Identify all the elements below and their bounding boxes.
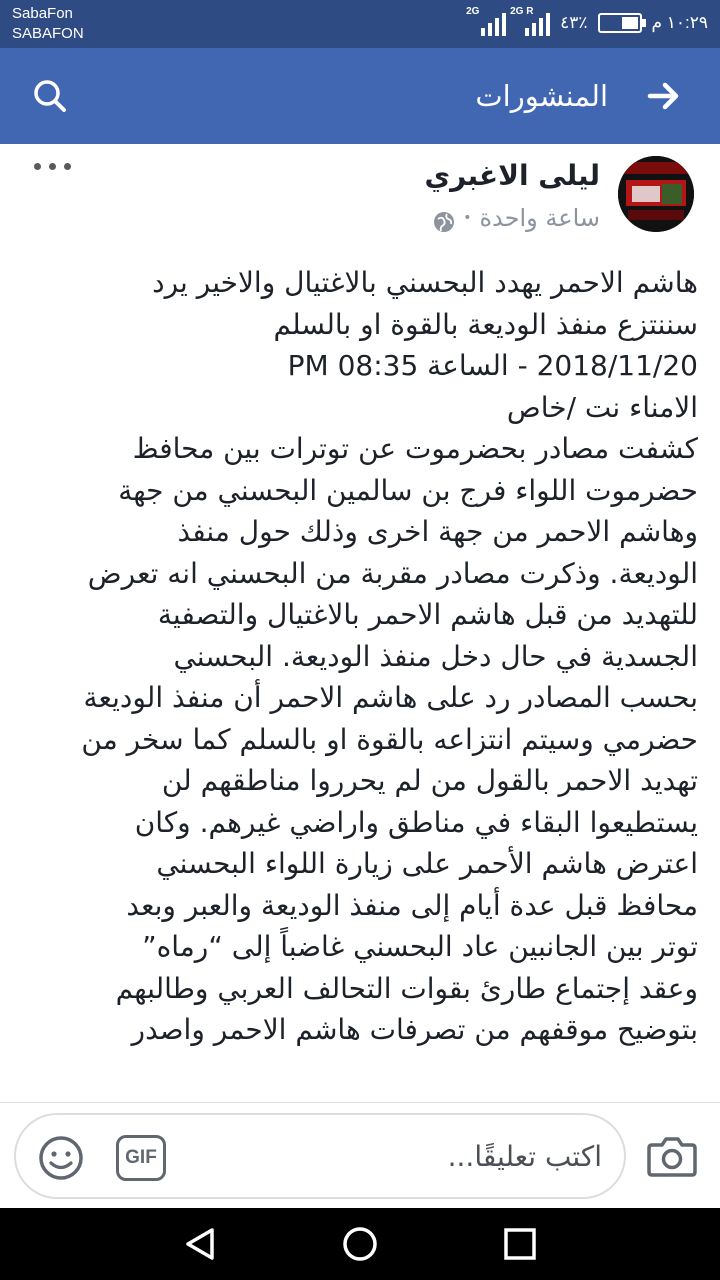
more-horizontal-icon[interactable] bbox=[34, 158, 74, 174]
post-text-line: كشفت مصادر بحضرموت عن توترات بين محافظ bbox=[132, 432, 698, 465]
system-nav-bar bbox=[0, 1208, 720, 1280]
network-type-label-secondary: 2G R bbox=[510, 6, 534, 17]
post-text-line: 2018/11/20 - الساعة 08:35 PM bbox=[287, 349, 698, 382]
signal-icon-secondary bbox=[510, 6, 550, 36]
post-text-line: وعقد إجتماع طارئ بقوات التحالف العربي وطالبهم bbox=[115, 971, 698, 1005]
page-title: المنشورات bbox=[475, 79, 608, 113]
post-text-line: الوديعة. وذكرت مصادر مقربة من البحسني انه تعرض bbox=[87, 556, 698, 590]
post-body bbox=[22, 262, 698, 1051]
clock: ١٠:٢٩ م bbox=[651, 13, 708, 32]
post-text-line: وهاشم الاحمر من جهة اخرى وذلك حول منفذ bbox=[177, 515, 698, 548]
camera-icon[interactable] bbox=[646, 1133, 698, 1179]
avatar[interactable] bbox=[618, 156, 694, 232]
post-author[interactable]: ليلى الاغبري bbox=[424, 159, 600, 192]
globe-icon bbox=[433, 207, 455, 229]
comment-input[interactable] bbox=[322, 1135, 602, 1177]
post-text-line: اعترض هاشم الأحمر على زيارة اللواء البحسني bbox=[156, 847, 698, 880]
arrow-right-icon[interactable] bbox=[642, 74, 686, 118]
post-text-line: سننتزع منفذ الوديعة بالقوة او بالسلم bbox=[273, 307, 698, 341]
battery-icon bbox=[598, 13, 642, 33]
comment-field[interactable] bbox=[14, 1113, 626, 1199]
status-indicators bbox=[466, 6, 708, 38]
search-icon[interactable] bbox=[28, 74, 72, 118]
comment-bar bbox=[0, 1102, 720, 1208]
nav-recents-icon[interactable] bbox=[502, 1226, 538, 1262]
nav-home-icon[interactable] bbox=[342, 1226, 378, 1262]
emoji-icon[interactable] bbox=[38, 1135, 84, 1181]
post-text-line: حضرموت اللواء فرج بن سالمين البحسني من جهة bbox=[118, 473, 698, 507]
carrier-info bbox=[12, 4, 84, 44]
post-text-line: الجسدية في حال دخل منفذ الوديعة. البحسني bbox=[173, 639, 698, 673]
gif-button[interactable]: GIF bbox=[116, 1135, 166, 1181]
post-text-line: للتهديد من قبل هاشم الاحمر بالاغتيال والتصفية bbox=[157, 598, 698, 631]
battery-percent: ٤٣٪ bbox=[560, 13, 588, 32]
post-time[interactable]: ساعة واحدة bbox=[479, 204, 600, 232]
post-text-line: توتر بين الجانبين عاد البحسني غاضباً إلى “رماه” bbox=[142, 930, 698, 963]
post bbox=[0, 144, 720, 1102]
carrier-network-name: SABAFON bbox=[12, 25, 84, 42]
signal-icon bbox=[466, 6, 506, 36]
post-text-line: الامناء نت /خاص bbox=[506, 390, 698, 424]
nav-back-icon[interactable] bbox=[182, 1226, 218, 1262]
post-text-line: يستطيعوا البقاء في مناطق واراضي غيرهم. وكان bbox=[134, 805, 698, 839]
carrier-name: SabaFon bbox=[12, 5, 73, 22]
app-bar bbox=[0, 48, 720, 144]
status-bar bbox=[0, 0, 720, 48]
post-text-line: محافظ قبل عدة أيام إلى منفذ الوديعة والعبر وبعد bbox=[126, 888, 698, 922]
post-text-line: تهديد الاحمر بالقول من لم يحرروا مناطقهم لن bbox=[161, 764, 698, 797]
post-text-line: بحسب المصادر رد على هاشم الاحمر أن منفذ الوديعة bbox=[83, 681, 698, 714]
post-text-line: بتوضيح موقفهم من تصرفات هاشم الاحمر واصدر bbox=[131, 1013, 698, 1046]
network-type-label: 2G bbox=[466, 6, 480, 17]
meta-separator: • bbox=[463, 210, 472, 226]
post-text-line: حضرمي وسيتم انتزاعه بالقوة او بالسلم كما سخر من bbox=[81, 722, 698, 756]
post-meta bbox=[433, 200, 600, 236]
post-text-line: هاشم الاحمر يهدد البحسني بالاغتيال والاخير يرد bbox=[152, 266, 698, 299]
